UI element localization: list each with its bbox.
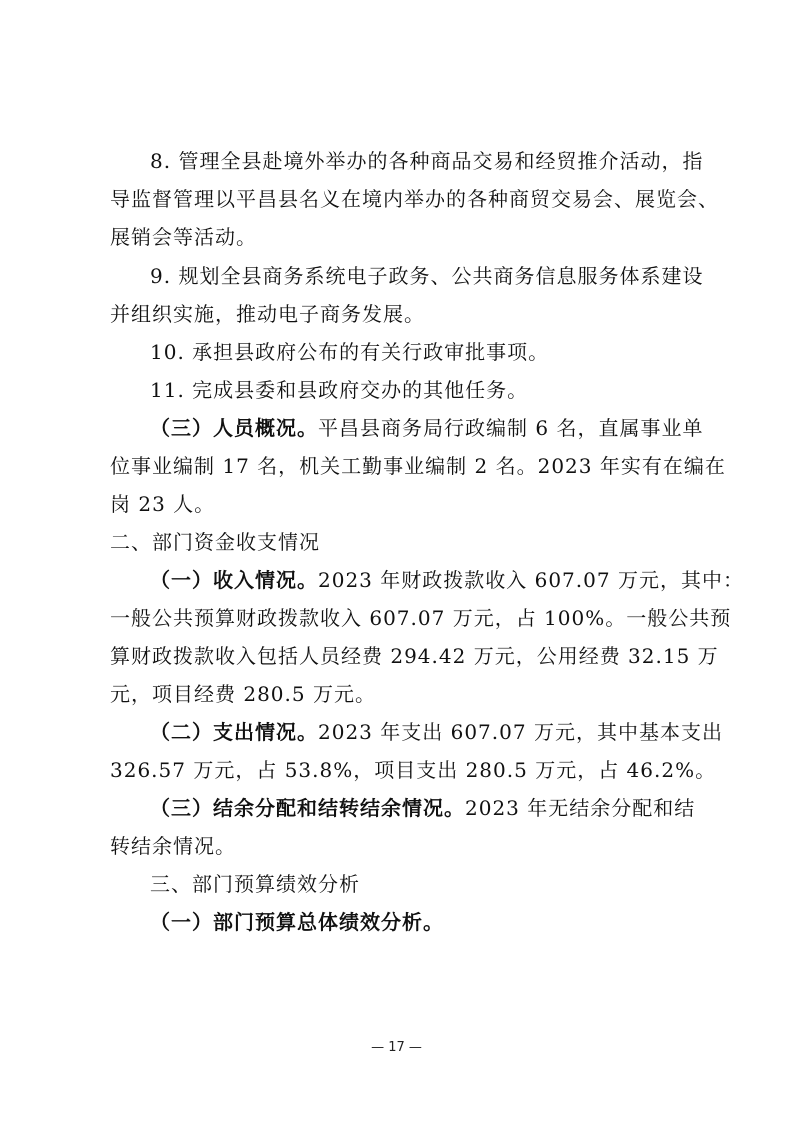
income-line-2: 一般公共预算财政拨款收入 607.07 万元，占 100%。一般公共预: [110, 606, 732, 630]
income-heading: （一）收入情况。: [150, 568, 318, 592]
expense-heading: （二）支出情况。: [150, 720, 318, 744]
section-3-subheading-1: （一）部门预算总体绩效分析。: [150, 910, 444, 934]
balance-text-1: 2023 年无结余分配和结: [465, 796, 696, 820]
staffing-paragraph-line-1: [110, 409, 710, 447]
item-10: 10. 承担县政府公布的有关行政审批事项。: [150, 340, 550, 364]
balance-paragraph-line-1: [110, 789, 710, 827]
expense-paragraph-line-1: [110, 713, 723, 751]
page-number: — 17 —: [371, 1040, 422, 1055]
staffing-line-2: 位事业编制 17 名，机关工勤事业编制 2 名。2023 年实有在编在: [110, 454, 726, 478]
balance-line-2: 转结余情况。: [110, 834, 236, 858]
expense-line-2: 326.57 万元，占 53.8%，项目支出 280.5 万元，占 46.2%。: [110, 758, 717, 782]
staffing-text-1: 平昌县商务局行政编制 6 名，直属事业单: [318, 416, 704, 440]
item-11: 11. 完成县委和县政府交办的其他任务。: [150, 378, 529, 402]
income-paragraph-line-1: [110, 561, 744, 599]
balance-heading: （三）结余分配和结转结余情况。: [150, 796, 465, 820]
income-line-4: 元，项目经费 280.5 万元。: [110, 682, 376, 706]
section-2-title: 二、部门资金收支情况: [110, 530, 320, 554]
item-8-line-1: 8. 管理全县赴境外举办的各种商品交易和经贸推介活动，指: [150, 149, 704, 173]
section-3-title: 三、部门预算绩效分析: [150, 872, 360, 896]
staffing-heading: （三）人员概况。: [150, 416, 318, 440]
income-line-3: 算财政拨款收入包括人员经费 294.42 万元，公用经费 32.15 万: [110, 644, 719, 668]
item-9-line-1: 9. 规划全县商务系统电子政务、公共商务信息服务体系建设: [150, 264, 704, 288]
item-8-line-2: 导监督管理以平昌县名义在境内举办的各种商贸交易会、展览会、: [110, 187, 719, 211]
expense-text-1: 2023 年支出 607.07 万元，其中基本支出: [318, 720, 723, 744]
staffing-line-3: 岗 23 人。: [110, 492, 216, 516]
item-9-line-2: 并组织实施，推动电子商务发展。: [110, 302, 425, 326]
income-text-1: 2023 年财政拨款收入 607.07 万元，其中：: [318, 568, 744, 592]
item-8-line-3: 展销会等活动。: [110, 225, 257, 249]
